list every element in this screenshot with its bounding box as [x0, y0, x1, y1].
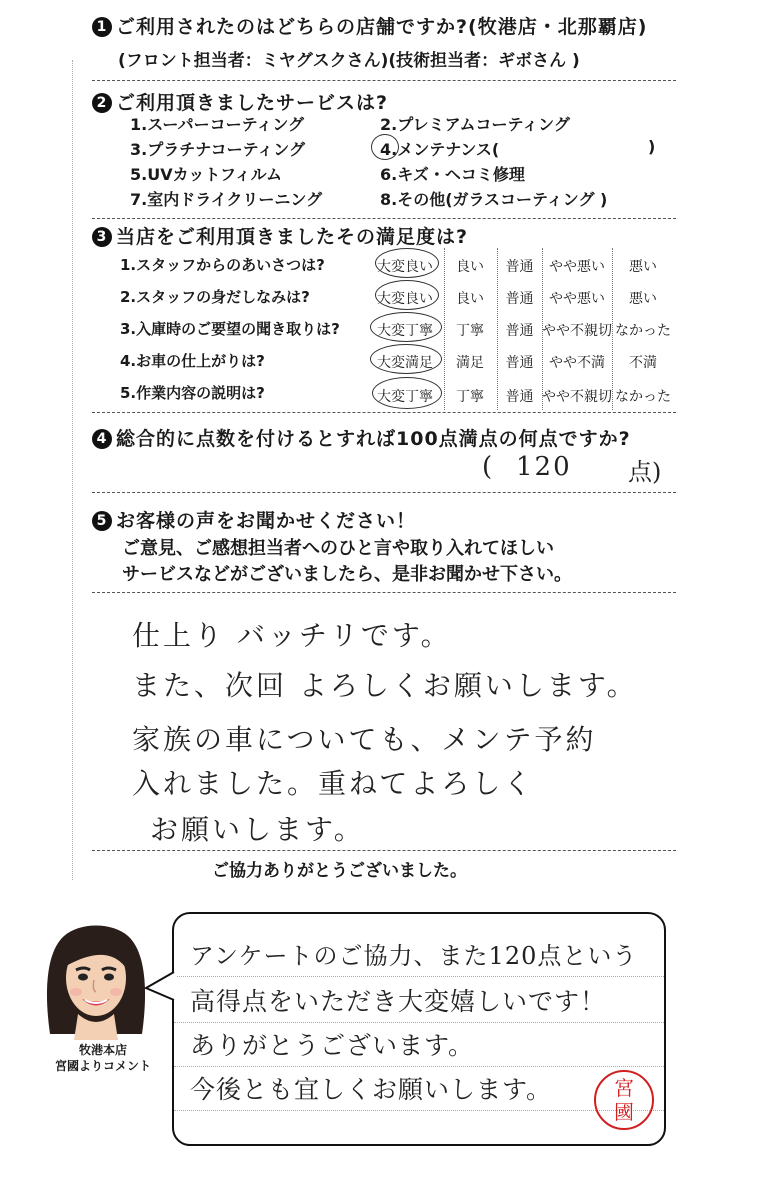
staff-comment-line: 今後とも宜しくお願いします。 [190, 1075, 553, 1104]
satisfaction-row-label: 5.作業内容の説明は? [120, 384, 265, 402]
margin-line [72, 60, 73, 880]
divider [92, 492, 676, 493]
option: 不満 [629, 355, 657, 371]
selected-circle [372, 377, 442, 409]
option: 普通 [505, 291, 534, 307]
q2-title: 2 ご利用頂きましたサービスは? [92, 88, 388, 115]
option: 悪い [629, 259, 657, 275]
option: 良い [456, 291, 484, 307]
option: やや悪い [549, 259, 605, 275]
staff-comment-line: ありがとうございます。 [190, 1031, 475, 1060]
option: やや悪い [549, 291, 605, 307]
service-item: 7.室内ドライクリーニング [130, 190, 323, 209]
staff-portrait-icon [40, 922, 152, 1040]
option: 悪い [629, 291, 657, 307]
option: 丁寧 [456, 389, 484, 405]
q5-number: 5 [92, 511, 112, 531]
stamp-text: 宮國 [614, 1076, 634, 1124]
service-item: 1.スーパーコーティング [130, 115, 305, 134]
staff-comment-bubble [172, 912, 666, 1146]
q5-title: 5 お客様の声をお聞かせください！ [92, 506, 416, 533]
q3-title: 3 当店をご利用頂きましたその満足度は? [92, 222, 468, 249]
q1-title: 1 ご利用されたのはどちらの店舗ですか?(牧港店・北那覇店) [92, 12, 647, 39]
q3-number: 3 [92, 227, 112, 247]
ruled-line [174, 1022, 664, 1023]
option: 普通 [505, 389, 534, 405]
option: やや不満 [549, 355, 605, 371]
q5-line3: サービスなどがございましたら、是非お聞かせ下さい。 [122, 564, 572, 585]
divider [92, 80, 676, 81]
q4-unit: 点) [628, 458, 662, 486]
option-selected: 大変満足 [377, 355, 433, 371]
option: 満足 [456, 355, 484, 371]
option: 良い [456, 259, 484, 275]
avatar [40, 922, 152, 1040]
satisfaction-row-label: 4.お車の仕上がりは? [120, 352, 265, 370]
selected-circle [370, 344, 442, 374]
customer-comment-line: 仕上り バッチリです。 [132, 619, 452, 652]
staff-store: 牧港本店 [78, 1043, 127, 1057]
divider [92, 412, 676, 413]
option: なかった [615, 389, 671, 405]
staff-comment-line: 高得点をいただき大変嬉しいです！ [190, 987, 607, 1016]
option-selected: 大変丁寧 [377, 323, 433, 339]
staff-name: 宮國よりコメント [54, 1059, 151, 1073]
thanks-text: ご協力ありがとうございました。 [212, 861, 467, 881]
selected-circle [370, 312, 442, 342]
hanko-stamp [594, 1070, 654, 1130]
staff-caption [48, 1042, 158, 1074]
service-close-paren: ) [648, 137, 656, 156]
customer-comment-line: 入れました。重ねてよろしく [132, 767, 535, 800]
satisfaction-row-label: 2.スタッフの身だしなみは? [120, 288, 310, 306]
ruled-line [174, 1066, 664, 1067]
selected-circle [375, 280, 439, 310]
q4-open-paren: ( [482, 452, 493, 482]
option: やや不親切 [542, 323, 612, 339]
option-selected: 大変良い [377, 259, 433, 275]
option: 普通 [505, 323, 534, 339]
service-item: 5.UVカットフィルム [130, 165, 283, 184]
service-item: 4.メンテナンス( [380, 140, 500, 159]
service-item: 2.プレミアムコーティング [380, 115, 570, 134]
divider [92, 592, 676, 593]
ruled-line [174, 976, 664, 977]
q4-title: 4 総合的に点数を付けるとすれば100点満点の何点ですか? [92, 424, 631, 451]
option-selected: 大変良い [377, 291, 433, 307]
bubble-tail-icon [144, 970, 176, 1004]
ruled-line [174, 1110, 664, 1111]
selected-circle [375, 248, 439, 278]
option: 丁寧 [456, 323, 484, 339]
option: 普通 [505, 259, 534, 275]
q1-number: 1 [92, 17, 112, 37]
service-item: 6.キズ・ヘコミ修理 [380, 165, 525, 184]
q1-staff: (フロント担当者：ミヤグスクさん)(技術担当者：ギボさん ) [118, 51, 580, 71]
divider [92, 218, 676, 219]
option: 普通 [505, 355, 534, 371]
q5-line2: ご意見、ご感想担当者へのひと言や取り入れてほしい [122, 538, 554, 559]
divider [92, 850, 676, 851]
satisfaction-row-label: 3.入庫時のご要望の聞き取りは? [120, 320, 340, 338]
q4-score: 120 [516, 452, 572, 482]
q4-number: 4 [92, 429, 112, 449]
option: やや不親切 [542, 389, 612, 405]
staff-comment-line: アンケートのご協力、また120点という [190, 942, 638, 970]
option-selected: 大変丁寧 [377, 389, 433, 405]
selected-circle [371, 134, 399, 160]
service-item-other: 8.その他(ガラスコーティング ) [380, 190, 608, 209]
q2-number: 2 [92, 93, 112, 113]
service-item: 3.プラチナコーティング [130, 140, 305, 159]
satisfaction-row-label: 1.スタッフからのあいさつは? [120, 256, 325, 274]
customer-comment-line: 家族の車についても、メンテ予約 [132, 723, 597, 756]
customer-comment-line: また、次回 よろしくお願いします。 [132, 669, 638, 702]
customer-comment-line: お願いします。 [150, 813, 365, 846]
option: なかった [615, 323, 671, 339]
